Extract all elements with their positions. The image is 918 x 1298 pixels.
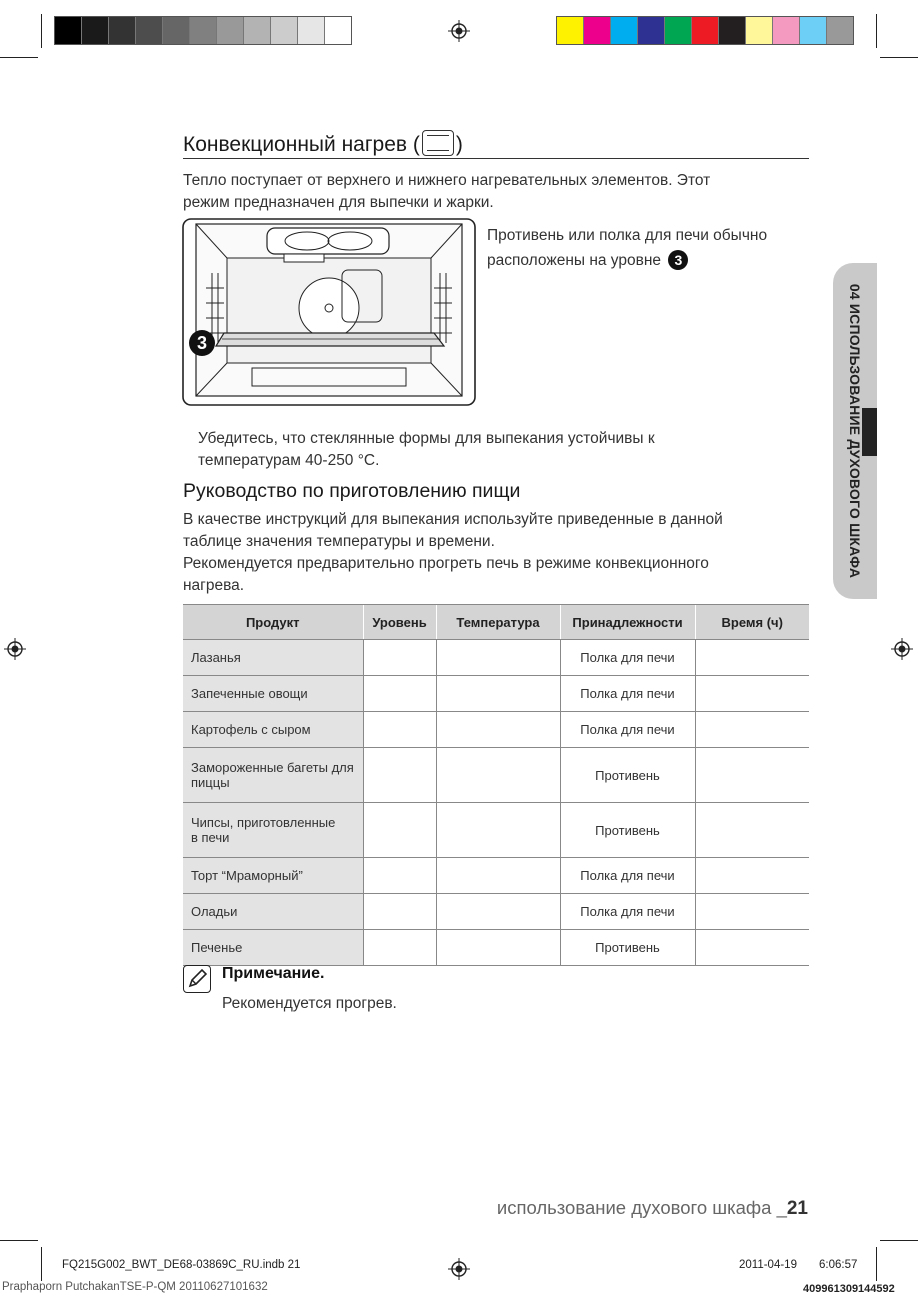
calibration-swatch (217, 17, 244, 44)
table-row (183, 712, 809, 748)
calibration-swatch (692, 17, 719, 44)
rack-level-line: Противень или полка для печи обычно (487, 227, 768, 244)
product-cell (183, 803, 363, 858)
table-row (183, 676, 809, 712)
temperature-cell (436, 858, 560, 894)
section-heading (183, 130, 463, 157)
accessory-cell: Противень (560, 930, 695, 966)
product-cell (183, 748, 363, 803)
calibration-swatch (163, 17, 190, 44)
calibration-swatch (325, 17, 351, 44)
time-cell (695, 858, 809, 894)
rack-level-line: расположены на уровне (487, 252, 662, 269)
calibration-swatch (719, 17, 746, 44)
intro-paragraph (183, 170, 813, 214)
calibration-swatch (244, 17, 271, 44)
table-row (183, 894, 809, 930)
oven-convection-icon (422, 130, 454, 156)
color-calibration-bar (556, 16, 854, 45)
header-accessories: Принадлежности (560, 605, 695, 640)
header-product: Продукт (183, 605, 363, 640)
crop-mark (41, 14, 42, 48)
chapter-tab-marker (862, 408, 877, 456)
page-footer (497, 1197, 808, 1220)
table-header-row (183, 605, 809, 640)
calibration-swatch (827, 17, 853, 44)
level-cell (363, 894, 436, 930)
guide-line: нагрева. (183, 577, 245, 594)
heading-rule (183, 158, 809, 159)
header-temperature: Температура (436, 605, 560, 640)
accessory-cell: Полка для печи (560, 676, 695, 712)
calibration-swatch (55, 17, 82, 44)
page-number: 21 (786, 1198, 808, 1219)
cooking-table (183, 604, 809, 966)
guide-line: В качестве инструкций для выпекания используйте приведенные в данной (183, 511, 723, 528)
cooking-guide-heading: Руководство по приготовлению пищи (183, 480, 521, 502)
oven-level-badge: 3 (196, 333, 208, 353)
header-level: Уровень (363, 605, 436, 640)
calibration-swatch (190, 17, 217, 44)
temperature-cell (436, 930, 560, 966)
table-row (183, 930, 809, 966)
level-cell (363, 858, 436, 894)
product-cell: Лазанья (183, 640, 363, 676)
table-row (183, 803, 809, 858)
crop-mark (876, 14, 877, 48)
calibration-swatch (773, 17, 800, 44)
calibration-swatch (271, 17, 298, 44)
level-cell (363, 712, 436, 748)
accessory-cell: Полка для печи (560, 640, 695, 676)
crop-mark (0, 57, 38, 58)
calibration-swatch (136, 17, 163, 44)
product-line: Чипсы, приготовленные (191, 815, 336, 830)
level-cell (363, 803, 436, 858)
chapter-side-tab-label: 04 ИСПОЛЬЗОВАНИЕ ДУХОВОГО ШКАФА (847, 283, 863, 579)
level-cell (363, 640, 436, 676)
crop-mark (0, 1240, 38, 1241)
temperature-cell (436, 803, 560, 858)
grayscale-calibration-bar (54, 16, 352, 45)
product-cell: Картофель с сыром (183, 712, 363, 748)
time-cell (695, 712, 809, 748)
table-row (183, 640, 809, 676)
product-cell: Печенье (183, 930, 363, 966)
calibration-swatch (746, 17, 773, 44)
slug-operator: Praphaporn PutchakanTSE-P-QM 20110627101632 (2, 1281, 268, 1293)
guide-line: таблице значения температуры и времени. (183, 533, 495, 550)
product-line: Замороженные багеты для (191, 760, 354, 775)
calibration-swatch (611, 17, 638, 44)
time-cell (695, 894, 809, 930)
time-cell (695, 930, 809, 966)
rack-level-paragraph (487, 223, 817, 273)
level-cell (363, 676, 436, 712)
level-cell (363, 930, 436, 966)
time-cell (695, 676, 809, 712)
calibration-swatch (665, 17, 692, 44)
crop-mark (880, 57, 918, 58)
table-row (183, 748, 809, 803)
slug-file: FQ215G002_BWT_DE68-03869C_RU.indb 21 (62, 1259, 301, 1271)
calibration-swatch (638, 17, 665, 44)
slug-time: 6:06:57 (819, 1259, 858, 1271)
section-heading-close: ) (455, 133, 463, 156)
accessory-cell: Противень (560, 803, 695, 858)
product-cell: Торт “Мраморный” (183, 858, 363, 894)
time-cell (695, 640, 809, 676)
glass-warning-line: Убедитесь, что стеклянные формы для выпекания устойчивы к (198, 430, 655, 447)
product-cell: Оладьи (183, 894, 363, 930)
time-cell (695, 803, 809, 858)
temperature-cell (436, 748, 560, 803)
product-line: в печи (191, 830, 230, 845)
slug-barcode-number: 409961309144592 (803, 1283, 895, 1295)
oven-interior-diagram (182, 218, 478, 408)
time-cell (695, 748, 809, 803)
temperature-cell (436, 712, 560, 748)
note-title: Примечание. (222, 965, 325, 982)
level-badge: 3 (668, 250, 688, 270)
registration-mark-icon (448, 20, 470, 42)
note-pencil-icon (183, 965, 211, 993)
table-row (183, 858, 809, 894)
accessory-cell: Противень (560, 748, 695, 803)
accessory-cell: Полка для печи (560, 894, 695, 930)
product-line: пиццы (191, 775, 230, 790)
crop-mark (41, 1247, 42, 1281)
slug-date: 2011-04-19 (739, 1259, 797, 1271)
temperature-cell (436, 894, 560, 930)
registration-mark-icon (891, 638, 913, 660)
glass-warning-line: температурам 40-250 °C. (198, 452, 380, 469)
registration-mark-icon (4, 638, 26, 660)
calibration-swatch (800, 17, 827, 44)
intro-line: режим предназначен для выпечки и жарки. (183, 194, 494, 211)
temperature-cell (436, 676, 560, 712)
guide-line: Рекомендуется предварительно прогреть печь в режиме конвекционного (183, 555, 709, 572)
header-time: Время (ч) (695, 605, 809, 640)
glass-warning-paragraph (198, 428, 798, 472)
crop-mark (876, 1247, 877, 1281)
calibration-swatch (82, 17, 109, 44)
calibration-swatch (109, 17, 136, 44)
intro-line: Тепло поступает от верхнего и нижнего нагревательных элементов. Этот (183, 172, 711, 189)
registration-mark-icon (448, 1258, 470, 1280)
calibration-swatch (557, 17, 584, 44)
calibration-swatch (584, 17, 611, 44)
accessory-cell: Полка для печи (560, 858, 695, 894)
footer-text: использование духового шкафа _ (496, 1197, 787, 1218)
crop-mark (880, 1240, 918, 1241)
accessory-cell: Полка для печи (560, 712, 695, 748)
calibration-swatch (298, 17, 325, 44)
product-cell: Запеченные овощи (183, 676, 363, 712)
section-heading-text: Конвекционный нагрев ( (183, 133, 420, 156)
temperature-cell (436, 640, 560, 676)
level-cell (363, 748, 436, 803)
note-text: Рекомендуется прогрев. (222, 995, 397, 1012)
cooking-guide-paragraph (183, 509, 813, 597)
